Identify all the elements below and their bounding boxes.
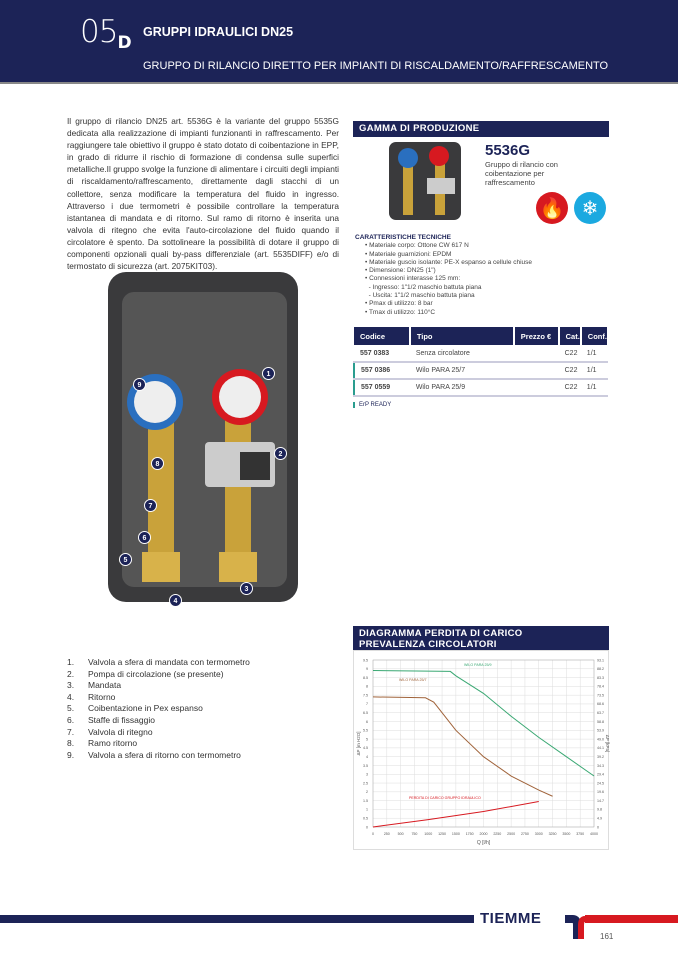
table-cell: [514, 379, 559, 396]
spec-item: • Pmax di utilizzo: 8 bar: [365, 300, 433, 308]
y2-tick-label: 19.6: [597, 790, 604, 795]
section-number: 05D: [80, 14, 131, 53]
table-cell: 557 0386: [354, 362, 410, 379]
series-label: WILO PARA 25/7: [399, 678, 427, 682]
y-tick-label: 5.5: [363, 728, 368, 733]
list-item: 5. Coibentazione in Pex espanso: [67, 703, 203, 714]
x-tick-label: 1500: [451, 832, 460, 836]
x-tick-label: 250: [383, 832, 390, 836]
production-range-header: GAMMA DI PRODUZIONE: [353, 121, 609, 137]
product-table: [353, 327, 609, 397]
y-tick-label: 0.5: [363, 816, 368, 821]
list-item: 1. Valvola a sfera di mandata con termometro: [67, 657, 250, 667]
y2-tick-label: 88.2: [597, 667, 604, 672]
spec-item: • Dimensione: DN25 (1"): [365, 267, 436, 275]
y-tick-label: 4.5: [363, 746, 368, 751]
list-item: 2. Pompa di circolazione (se presente): [67, 668, 224, 679]
spec-item: - Uscita: 1"1/2 maschio battuta piana: [365, 292, 475, 300]
x-tick-label: 2750: [520, 832, 529, 836]
x-tick-label: 4000: [590, 832, 598, 836]
table-cell: 1/1: [581, 362, 608, 379]
x-tick-label: 3500: [562, 832, 571, 836]
x-tick-label: 2000: [479, 832, 488, 836]
y2-tick-label: 78.4: [597, 684, 604, 689]
table-cell: 557 0383: [354, 345, 410, 362]
x-tick-label: 1750: [465, 832, 474, 836]
callout-9: 9: [133, 378, 146, 391]
spec-item: • Materiale guscio isolante: PE-X espanso a cellule chiuse: [365, 258, 533, 266]
y-tick-label: 6.5: [363, 711, 368, 716]
y-tick-label: 7: [366, 702, 368, 707]
x-tick-label: 2500: [507, 832, 516, 836]
table-cell: C22: [559, 345, 581, 362]
y2-tick-label: 34.3: [597, 763, 604, 768]
callout-5: 5: [119, 553, 132, 566]
intro-text: Il gruppo di rilancio DN25 art. 5536G è la variante del gruppo 5535G dedicata alla realizzazione di impianti funzionanti in raffrescamento. Per raggiungere tale obiettivo il gruppo è stato dotato di coibentazione in EPP, in grado di ridurre il rischio di formazione di condensa sulle superfici metalliche.Il gruppo svolge la funzione di alimentare i circuiti degli impianti di riscaldamento/raffrescamento, direttamente dagli stacchi di un collettore, senza modificare la temperatura del fluido in ingresso. Attraverso i due termometri è possibile controllare la temperatura istantanea di mandata e di ritorno. Sul ramo di ritorno è inserita una valvola di ritegno che evita l'auto-circolazione del fluido quando il circolatore è spento. Da sottolineare la possibilità di dotare il gruppo di componenti opzionali quali by-pass differenziale (art. 5535DIFF) e/o di termostato di sicurezza (art. 2075KIT03).: [67, 116, 339, 272]
component-list: [67, 657, 250, 761]
spec-item: - Ingresso: 1"1/2 maschio battuta piana: [365, 283, 482, 291]
table-cell: Wilo PARA 25/9: [410, 379, 514, 396]
y-tick-label: 2.5: [363, 781, 368, 786]
series-label: PERDITA DI CARICO GRUPPO IDRAULICO: [409, 796, 481, 800]
y2-axis-label: ΔP [kPa]: [605, 734, 610, 753]
brand-logo: TIEMME: [480, 910, 542, 927]
y2-tick-label: 58.8: [597, 719, 604, 724]
y-tick-label: 4: [366, 754, 368, 759]
product-code: 5536G: [485, 142, 531, 159]
y-tick-label: 1: [366, 807, 368, 812]
y-tick-label: 2: [366, 790, 368, 795]
callout-3: 3: [240, 582, 253, 595]
y-tick-label: 7.5: [363, 693, 368, 698]
y-axis-label: ΔP [m H2O]: [356, 731, 361, 756]
table-cell: C22: [559, 362, 581, 379]
callout-4: 4: [169, 594, 182, 607]
y2-tick-label: 44.1: [597, 746, 604, 751]
list-item: 3. Mandata: [67, 680, 122, 691]
list-item: 4. Ritorno: [67, 691, 116, 702]
series-label: WILO PARA 25/9: [464, 663, 492, 667]
table-cell: Senza circolatore: [410, 345, 514, 362]
table-cell: 1/1: [581, 379, 608, 396]
y-tick-label: 9: [366, 667, 368, 672]
erp-ready-label: ErP READY: [353, 402, 391, 408]
table-row: [354, 362, 608, 379]
y-tick-label: 3: [366, 772, 368, 777]
y2-tick-label: 83.3: [597, 675, 604, 680]
y2-tick-label: 24.5: [597, 781, 604, 786]
y2-tick-label: 73.5: [597, 693, 604, 698]
product-photo: [100, 262, 305, 612]
callout-2: 2: [274, 447, 287, 460]
x-tick-label: 750: [411, 832, 418, 836]
pressure-chart: [353, 650, 609, 850]
column-header: Codice: [354, 327, 410, 345]
callout-1: 1: [262, 367, 275, 380]
y2-tick-label: 49.0: [597, 737, 604, 742]
x-tick-label: 1000: [424, 832, 433, 836]
table-cell: 557 0559: [354, 379, 410, 396]
y2-tick-label: 0: [597, 825, 599, 830]
callout-8: 8: [151, 457, 164, 470]
list-item: 7. Valvola di ritegno: [67, 726, 153, 737]
table-cell: [514, 362, 559, 379]
y-tick-label: 8: [366, 684, 368, 689]
y2-tick-label: 53.9: [597, 728, 604, 733]
list-item: 8. Ramo ritorno: [67, 738, 138, 749]
product-thumbnail: [385, 140, 465, 227]
x-tick-label: 2250: [493, 832, 502, 836]
table-cell: C22: [559, 379, 581, 396]
spec-item: • Tmax di utilizzo: 110°C: [365, 308, 436, 316]
x-tick-label: 3750: [576, 832, 585, 836]
y-tick-label: 3.5: [363, 763, 368, 768]
y2-tick-label: 39.2: [597, 754, 604, 759]
y-tick-label: 9.5: [363, 658, 368, 663]
product-description: Gruppo di rilancio con coibentazione per raffrescamento: [485, 160, 558, 187]
spec-item: • Materiale guarnizioni: EPDM: [365, 250, 452, 258]
list-item: 9. Valvola a sfera di ritorno con termometro: [67, 749, 241, 760]
table-cell: [514, 345, 559, 362]
page-subtitle: GRUPPO DI RILANCIO DIRETTO PER IMPIANTI DI RISCALDAMENTO/RAFFRESCAMENTO: [143, 60, 609, 72]
snowflake-icon: ❄: [574, 192, 606, 224]
page-title: GRUPPI IDRAULICI DN25: [143, 25, 294, 39]
spec-item: • Connessioni interasse 125 mm:: [365, 275, 461, 283]
table-cell: 1/1: [581, 345, 608, 362]
footer-bar-left: [0, 915, 474, 923]
x-tick-label: 3000: [534, 832, 543, 836]
footer-bar-right: [585, 915, 678, 923]
y-tick-label: 1.5: [363, 798, 368, 803]
column-header: Conf.: [581, 327, 608, 345]
x-tick-label: 500: [397, 832, 404, 836]
y2-tick-label: 93.1: [597, 658, 604, 663]
y2-tick-label: 4.9: [597, 816, 602, 821]
list-item: 6. Staffe di fissaggio: [67, 714, 155, 725]
technical-specs: CARATTERISTICHE TECNICHE • Materiale corpo: Ottone CW 617 N • Materiale guarnizioni: EPDM • Materiale guscio isolante: PE-X espanso a cellule chiuse • Dimensione: DN25 (1") • Connessioni interasse 125 mm: - Ingresso: 1"1/2 maschio battuta piana - Uscita: 1"1/2 maschio battuta piana • Pmax di utilizzo: 8 bar • Tmax di utilizzo: 110°C: [355, 234, 533, 316]
table-row: [354, 345, 608, 362]
table-cell: Wilo PARA 25/7: [410, 362, 514, 379]
table-row: [354, 379, 608, 396]
x-tick-label: 1250: [438, 832, 447, 836]
x-axis-label: Q [l/h]: [476, 840, 491, 846]
spec-item: • Materiale corpo: Ottone CW 617 N: [365, 242, 469, 250]
y-tick-label: 8.5: [363, 675, 368, 680]
y2-tick-label: 9.8: [597, 807, 602, 812]
series-line-1: [373, 697, 553, 796]
y2-tick-label: 29.4: [597, 772, 604, 777]
y2-tick-label: 68.6: [597, 702, 604, 707]
flame-icon: 🔥: [536, 192, 568, 224]
column-header: Cat.: [559, 327, 581, 345]
column-header: Tipo: [410, 327, 514, 345]
y-tick-label: 0: [366, 825, 368, 830]
column-header: Prezzo €: [514, 327, 559, 345]
x-tick-label: 3250: [548, 832, 557, 836]
y-tick-label: 6: [366, 719, 368, 724]
page-number: 161: [600, 932, 614, 941]
y2-tick-label: 14.7: [597, 798, 604, 803]
x-tick-label: 0: [372, 832, 374, 836]
callout-6: 6: [138, 531, 151, 544]
y2-tick-label: 63.7: [597, 711, 604, 716]
page-header: [0, 0, 678, 84]
y-tick-label: 5: [366, 737, 368, 742]
diagram-header: DIAGRAMMA PERDITA DI CARICO PREVALENZA CIRCOLATORI: [353, 626, 609, 650]
callout-7: 7: [144, 499, 157, 512]
